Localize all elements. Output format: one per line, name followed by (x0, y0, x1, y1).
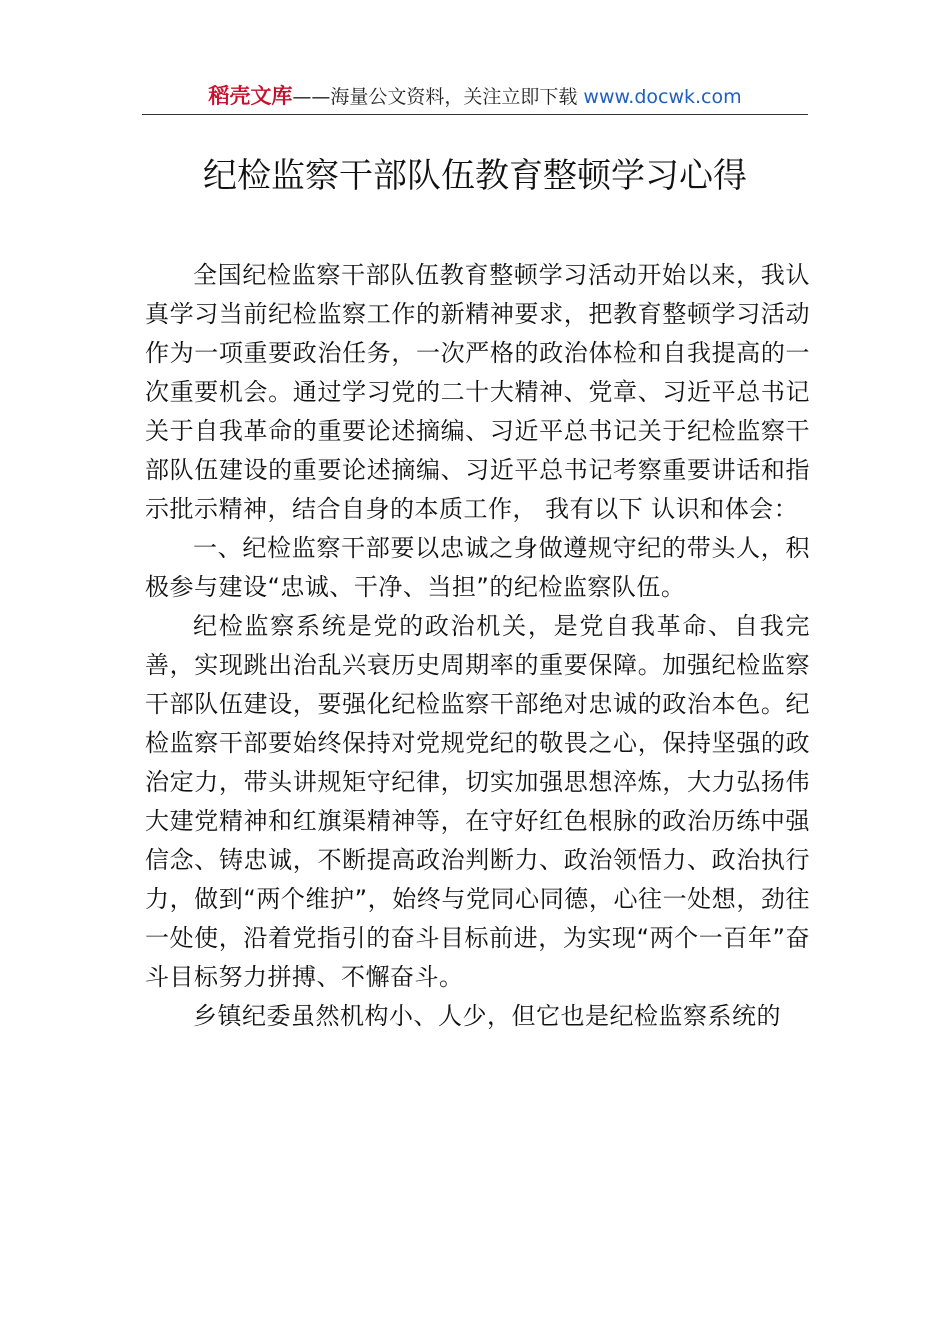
brand-name: 稻壳文库 (208, 84, 293, 108)
paragraph-1: 全国纪检监察干部队伍教育整顿学习活动开始以来，我认真学习当前纪检监察工作的新精神要求，把教育整顿学习活动作为一项重要政治任务，一次严格的政治体检和自我提高的一次重要机会。通过学习党的二十大精神、党章、习近平总书记关于自我革命的重要论述摘编、习近平总书记关于纪检监察干部队伍建设的重要论述摘编、习近平总书记考察重要讲话和指示批示精神，结合自身的本质工作， 我有以下 认识和体会： (145, 261, 810, 523)
page-header (0, 82, 950, 111)
header-slogan: ——海量公文资料，关注立即下载 (292, 86, 578, 108)
document-title: 纪检监察干部队伍教育整顿学习心得 (203, 156, 747, 196)
section-heading-1: 一、纪检监察干部要以忠诚之身做遵规守纪的带头人，积极参与建设“忠诚、干净、当担”的纪检监察队伍。 (145, 534, 810, 601)
header-divider (142, 114, 808, 115)
paragraph-2: 纪检监察系统是党的政治机关，是党自我革命、自我完善，实现跳出治乱兴衰历史周期率的重要保障。加强纪检监察干部队伍建设，要强化纪检监察干部绝对忠诚的政治本色。纪检监察干部要始终保持对党规党纪的敬畏之心，保持坚强的政治定力，带头讲规矩守纪律，切实加强思想淬炼，大力弘扬伟大建党精神和红旗渠精神等，在守好红色根脉的政治历练中强信念、铸忠诚，不断提高政治判断力、政治领悟力、政治执行力，做到“两个维护”，始终与党同心同德，心往一处想，劲往一处使，沿着党指引的奋斗目标前进，为实现“两个一百年”奋斗目标努力拼搏、不懈奋斗。 (145, 612, 810, 991)
paragraph-3: 乡镇纪委虽然机构小、人少，但它也是纪检监察系统的 (193, 1002, 781, 1030)
site-link[interactable]: www.docwk.com (583, 86, 742, 108)
document-body (145, 256, 810, 1036)
